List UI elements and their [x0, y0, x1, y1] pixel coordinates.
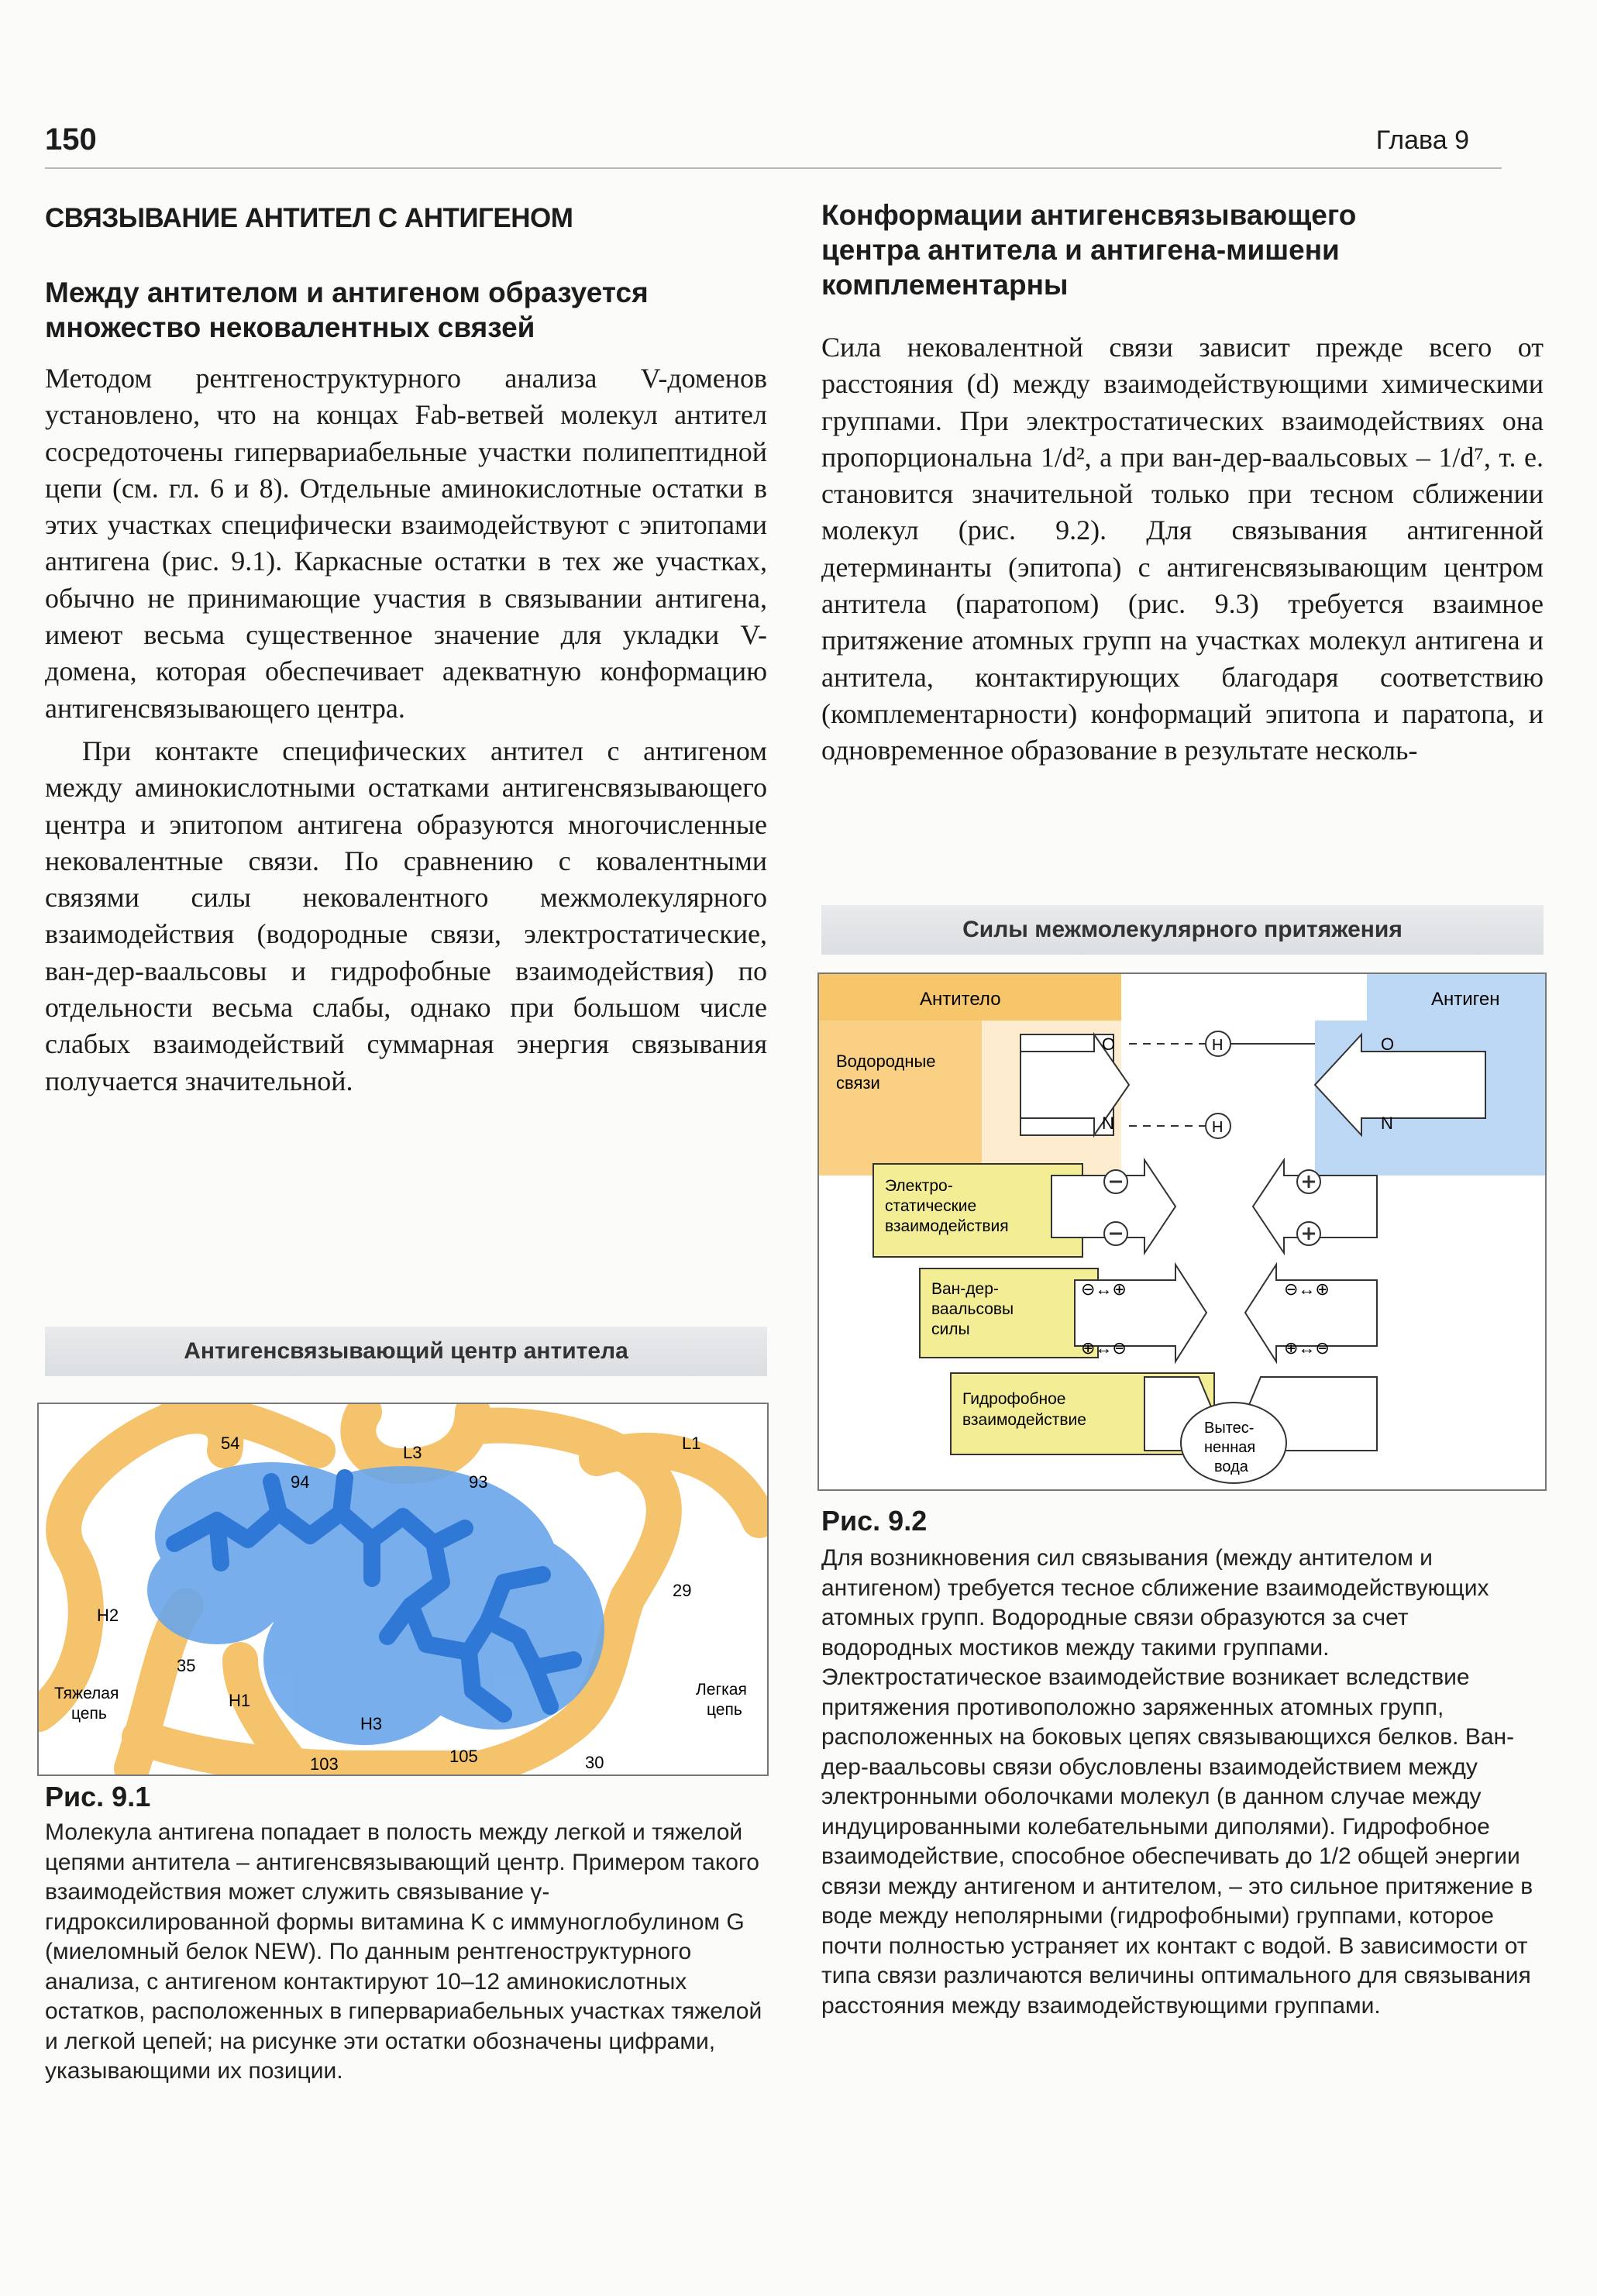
- left-subtitle-line2: множество нековалентных связей: [45, 312, 535, 343]
- fig1-label-35: 35: [177, 1656, 196, 1675]
- water-label-1: Вытес-: [1204, 1420, 1255, 1437]
- right-subtitle-line3: комплементарны: [821, 269, 1069, 301]
- fig1-label-heavy-2: цепь: [71, 1705, 107, 1723]
- fig1-label-heavy-1: Тяжелая: [54, 1685, 119, 1702]
- hydrogen-label-2: связи: [836, 1073, 880, 1093]
- vdw-dipole-right-bottom: ⊕↔⊖: [1284, 1338, 1330, 1358]
- right-subtitle: [821, 198, 1544, 302]
- fig1-label-l3: L3: [403, 1443, 422, 1462]
- fig2-caption: Для возникновения сил связывания (между антителом и антигеном) требуется тесное сближение взаимодействующих атомных групп. Водородные связи образуются за счет водородных мостиков между такими группами. Электростатическое взаимодействие возникает вследствие притяжения противоположно заряженных атомных групп, расположенных на боковых цепях связывающихся белков. Ван-дер-ваальсовы связи обусловлены взаимодействием между электронными оболочками молекул (в данном случае между индуцированными колебательными диполями). Гидрофобное взаимодействие, способное обеспечивать до 1/2 общей энергии связи между антигеном и антителом, – это сильное притяжение в воде между неполярными (гидрофобными) группами, которое почти полностью устраняет их контакт с водой. В зависимости от типа связи различаются величины оптимального для связывания расстояния между взаимодействующими группами.: [821, 1545, 1533, 2019]
- right-subtitle-line2: центра антитела и антигена-мишени: [821, 234, 1340, 266]
- vdw-dipole-left-top: ⊖↔⊕: [1081, 1279, 1127, 1299]
- fig1-label-93: 93: [469, 1472, 488, 1492]
- antigen-cloud: [147, 1462, 604, 1745]
- left-body: [45, 360, 767, 1100]
- left-subtitle-line1: Между антителом и антигеном образуется: [45, 277, 649, 308]
- antigen-label: Антиген: [1431, 989, 1500, 1010]
- antibody-label: Антитело: [920, 989, 1001, 1010]
- fig1-caption-title: Рис. 9.1: [45, 1781, 151, 1812]
- fig2-diagram: [817, 972, 1547, 1491]
- hydrogen-h-1: H: [1212, 1037, 1224, 1054]
- fig1-label-h3: H3: [360, 1714, 383, 1733]
- fig1-label-103: 103: [310, 1754, 339, 1774]
- fig1-label-29: 29: [673, 1581, 692, 1600]
- vdw-dipole-left-bottom: ⊕↔⊖: [1081, 1338, 1127, 1358]
- fig1-label-light-1: Легкая: [696, 1681, 747, 1699]
- hydrogen-o-right: O: [1381, 1034, 1395, 1054]
- electro-label-1: Электро-: [885, 1177, 953, 1195]
- left-subtitle: [45, 275, 767, 345]
- fig1-label-30: 30: [585, 1753, 604, 1772]
- hydrogen-n-left: N: [1102, 1114, 1114, 1133]
- vdw-label-1: Ван-дер-: [931, 1280, 999, 1298]
- fig1-caption: Молекула антигена попадает в полость между легкой и тяжелой цепями антитела – антигенсвязывающий центр. Примером такого взаимодействия может служить связывание γ-гидроксилированной формы витамина K с иммуноглобулином G (миеломный белок NEW). По данным рентгеноструктурного анализа, с антигеном контактируют 10–12 аминокислотных остатков, расположенных в гипервариабельных участках тяжелой и легкой цепей; на рисунке эти остатки обозначены цифрами, указывающими их позиции.: [45, 1819, 762, 2084]
- left-paragraph-1: Методом рентгеноструктурного анализа V-доменов установлено, что на концах Fab-ветвей молекул антител сосредоточены гипервариабельные участки полипептидной цепи (см. гл. 6 и 8). Отдельные аминокислотные остатки в этих участках специфически взаимодействуют с эпитопами антигена (рис. 9.1). Каркасные остатки в тех же участках, обычно не принимающие участия в связывании антигена, имеют весьма существенное значение для укладки V-домена, которая обеспечивает адекватную конформацию антигенсвязывающего центра.: [45, 363, 767, 724]
- fig2-title: Силы межмолекулярного притяжения: [962, 917, 1403, 942]
- page-number: 150: [45, 122, 97, 157]
- chapter-label: Глава 9: [1375, 126, 1469, 155]
- vdw-dipole-right-top: ⊖↔⊕: [1284, 1279, 1330, 1299]
- right-subtitle-line1: Конформации антигенсвязывающего: [821, 199, 1357, 231]
- fig1-label-h1: H1: [229, 1691, 251, 1710]
- fig1-label-h2: H2: [97, 1606, 119, 1625]
- hydrogen-label-1: Водородные: [836, 1052, 936, 1071]
- header-rule: [45, 167, 1502, 169]
- fig2-title-band: [821, 905, 1544, 955]
- water-label-2: ненная: [1204, 1439, 1256, 1456]
- hydro-label-1: Гидрофобное: [962, 1390, 1066, 1408]
- fig1-label-54: 54: [221, 1434, 240, 1453]
- fig1-label-light-2: цепь: [707, 1701, 742, 1719]
- fig1-diagram: [37, 1403, 769, 1776]
- vdw-label-3: силы: [931, 1320, 970, 1338]
- right-paragraph-1: Сила нековалентной связи зависит прежде всего от расстояния (d) между взаимодействующими химическими группами. При электростатических взаимодействиях она пропорциональна 1/d², а при ван-дер-ваальсовых – 1/d⁷, т. е. становится значительной только при тесном сближении молекул (рис. 9.2). Для связывания антигенной детерминанты (эпитопа) с антигенсвязывающим центром антитела (паратопом) (рис. 9.3) требуется взаимное притяжение атомных групп на участках молекул антигена и антитела, контактирующих благодаря соответствию (комплементарности) конформаций эпитопа и паратопа, и одновременное образование в результате несколь-: [821, 332, 1544, 766]
- fig1-svg: [39, 1404, 767, 1774]
- section-title: СВЯЗЫВАНИЕ АНТИТЕЛ С АНТИГЕНОМ: [45, 203, 573, 233]
- fig2-caption-title: Рис. 9.2: [821, 1505, 928, 1537]
- fig1-label-105: 105: [449, 1747, 478, 1766]
- hydrogen-o-left: O: [1102, 1034, 1116, 1054]
- fig1-title: Антигенсвязывающий центр антитела: [184, 1338, 628, 1364]
- hydrogen-h-2: H: [1212, 1119, 1224, 1136]
- fig1-title-band: [45, 1327, 767, 1376]
- left-paragraph-2: При контакте специфических антител с антигеном между аминокислотными остатками антигенсвязывающего центра и эпитопом антигена образуются многочисленные нековалентные связи. По сравнению с ковалентными связями силы нековалентного межмолекулярного взаимодействия (водородные связи, электростатические, ван-дер-ваальсовы и гидрофобные взаимодействия) по отдельности весьма слабы, однако при большом числе слабых взаимодействий суммарная энергия связывания получается значительной.: [45, 735, 767, 1096]
- hydrogen-n-right: N: [1381, 1114, 1393, 1133]
- vdw-label-2: ваальсовы: [931, 1300, 1014, 1318]
- right-body: [821, 329, 1544, 769]
- electro-label-2: статические: [885, 1197, 977, 1215]
- water-label-3: вода: [1214, 1458, 1248, 1475]
- electro-label-3: взаимодействия: [885, 1217, 1009, 1235]
- fig1-label-94: 94: [291, 1472, 310, 1492]
- fig1-label-l1: L1: [682, 1434, 701, 1453]
- fig2-svg: [819, 974, 1545, 1489]
- hydro-label-2: взаимодействие: [962, 1411, 1086, 1429]
